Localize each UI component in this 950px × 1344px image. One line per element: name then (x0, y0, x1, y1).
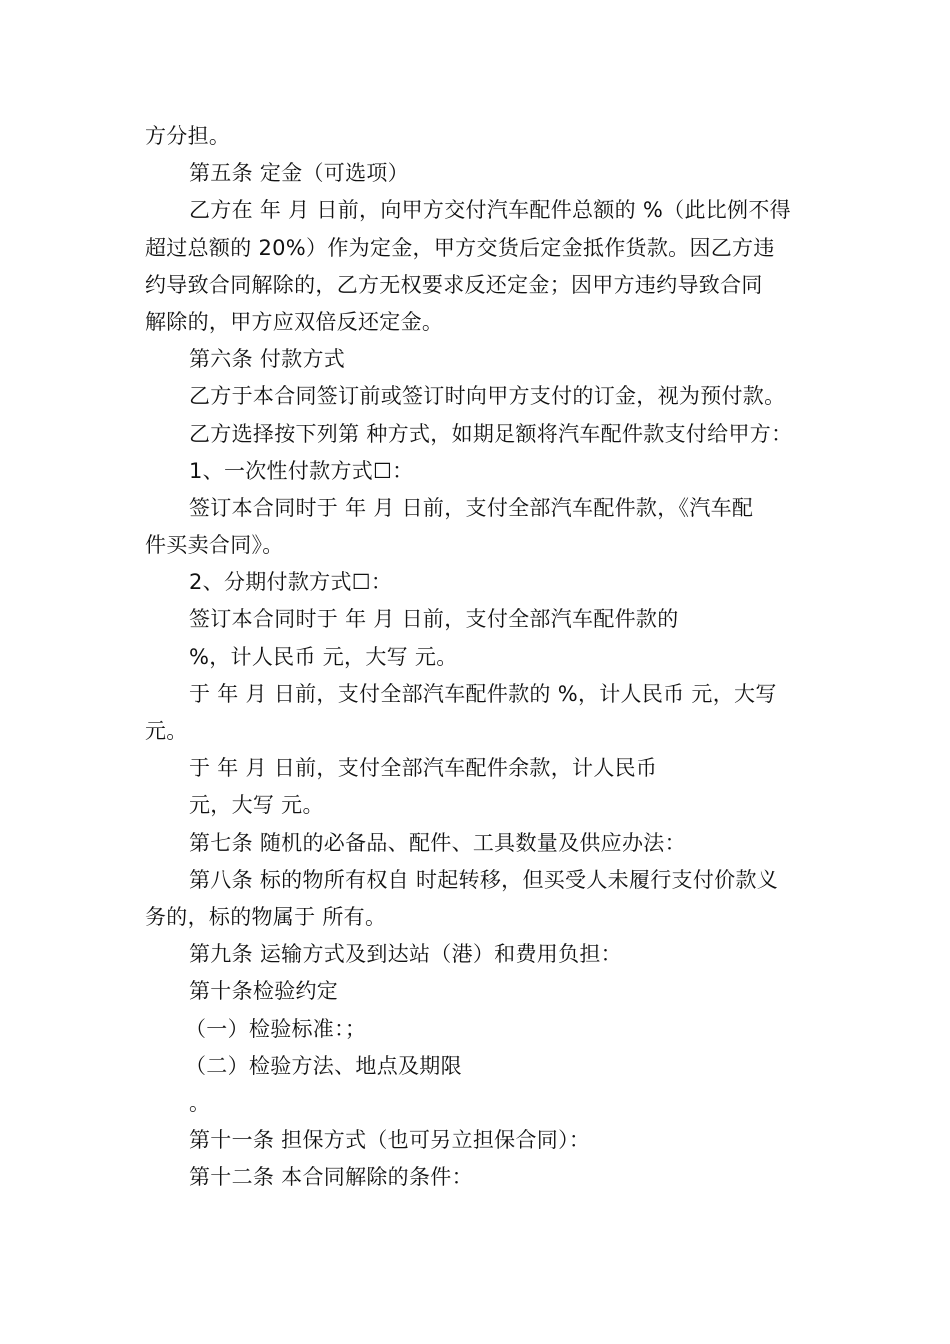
document-page (145, 118, 815, 1196)
article-heading: 第八条 标的物所有权自 时起转移，但买受人未履行支付价款义 (189, 867, 779, 892)
text-line: 1、一次性付款方式☐： (189, 458, 414, 483)
text-line: 乙方在 年 月 日前，向甲方交付汽车配件总额的 %（此比例不得 (189, 198, 791, 223)
text-line: 方分担。 (145, 124, 231, 148)
text-line: （二）检验方法、地点及期限 (185, 1053, 462, 1078)
article-heading: 第六条 付款方式 (189, 347, 346, 372)
article-heading: 第七条 随机的必备品、配件、工具数量及供应办法： (189, 830, 686, 855)
text-line: 元。 (145, 719, 188, 743)
text-line: 于 年 月 日前，支付全部汽车配件款的 %，计人民币 元，大写 (189, 681, 777, 706)
text-line: 签订本合同时于 年 月 日前，支付全部汽车配件款，《汽车配 (189, 495, 754, 520)
text-line: 件买卖合同》。 (145, 533, 284, 558)
text-line: 于 年 月 日前，支付全部汽车配件余款，计人民币 (189, 756, 658, 781)
text-line: 乙方选择按下列第 种方式，如期足额将汽车配件款支付给甲方： (189, 421, 793, 446)
text-line: 约导致合同解除的，乙方无权要求反还定金；因甲方违约导致合同 (145, 272, 763, 297)
article-heading: 第十条检验约定 (189, 979, 339, 1004)
text-line: （一）检验标准：； (185, 1016, 367, 1041)
article-heading: 第五条 定金（可选项） (189, 161, 409, 186)
text-line: 乙方于本合同签订前或签订时向甲方支付的订金，视为预付款。 (189, 384, 786, 409)
article-heading: 第十一条 担保方式（也可另立担保合同）： (189, 1128, 591, 1153)
article-heading: 第九条 运输方式及到达站（港）和费用负担： (189, 942, 622, 967)
text-line: 2、分期付款方式☐： (189, 570, 393, 595)
text-line: 解除的，甲方应双倍反还定金。 (145, 309, 444, 334)
text-line: 务的，标的物属于 所有。 (145, 904, 387, 929)
text-line: 签订本合同时于 年 月 日前，支付全部汽车配件款的 (189, 607, 679, 632)
text-line: 。 (189, 1090, 211, 1115)
text-line: %，计人民币 元，大写 元。 (189, 644, 458, 669)
article-heading: 第十二条 本合同解除的条件： (189, 1165, 473, 1190)
text-line: 超过总额的 20%）作为定金，甲方交货后定金抵作货款。因乙方违 (145, 235, 775, 260)
text-line: 元，大写 元。 (189, 793, 324, 818)
